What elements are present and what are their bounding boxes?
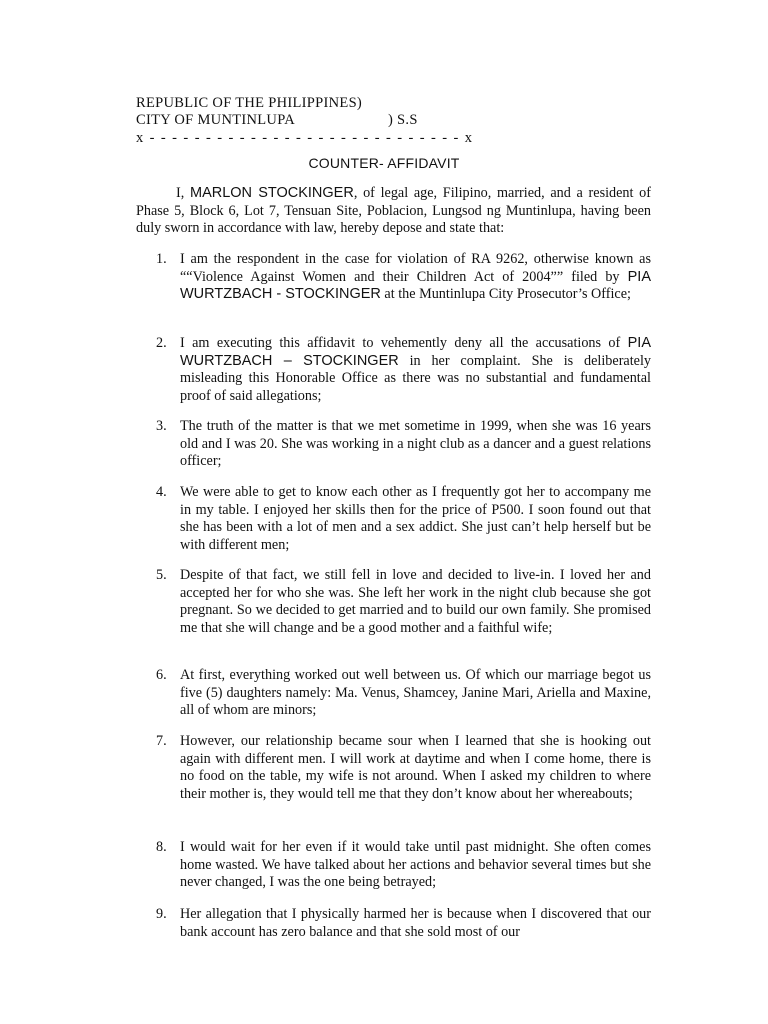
list-item-8 [156, 839, 651, 892]
item-text: However, our relationship became sour when I learned that she is hooking out again with different men. I will work at daytime and when I come home, there is no food on the table, my wife is not around. When I asked my children to where their mother is, they would tell me that they don’t know about her whereabouts; [180, 733, 651, 802]
affiant-name: MARLON STOCKINGER [189, 185, 354, 201]
list-item-9 [156, 906, 651, 941]
list-item-6 [156, 667, 651, 720]
list-item-7 [156, 733, 651, 803]
complainant-name: PIA WURTZBACH – STOCKINGER [180, 335, 651, 369]
item-text: The truth of the matter is that we met sometime in 1999, when she was 16 years old and I was 20. She was working in a night club as a dancer and a guest relations officer; [180, 418, 651, 469]
list-item-4 [156, 484, 651, 554]
item-text-pre: I am the respondent in the case for violation of RA 9262, otherwise known as ““Violence Against Women and their Children Act of 2004”” filed by [180, 251, 651, 285]
item-number: 6. [156, 667, 167, 683]
item-number: 2. [156, 335, 167, 351]
complainant-name: PIA WURTZBACH - STOCKINGER [180, 268, 651, 302]
list-item-2 [156, 335, 651, 405]
item-text-post: in her complaint. She is deliberately misleading this Honorable Office as there was no substantial and fundamental proof of said allegations; [180, 352, 651, 404]
item-number: 4. [156, 484, 167, 500]
item-number: 9. [156, 906, 167, 922]
caption-city-text: CITY OF MUNTINLUPA [136, 112, 296, 128]
caption-ss: ) S.S [388, 112, 418, 128]
intro-post: , of legal age, Filipino, married, and a resident of Phase 5, Block 6, Lot 7, Tensuan Site, Poblacion, Lungsod ng Muntinlupa, having been duly sworn in accordance with law, hereby depose and state that: [136, 185, 651, 236]
item-number: 1. [156, 251, 167, 267]
item-number: 5. [156, 567, 167, 583]
item-number: 7. [156, 733, 167, 749]
item-text: I would wait for her even if it would take until past midnight. She often comes home wasted. We have talked about her actions and behavior several times but she never changed, I was the one being betrayed; [180, 839, 651, 890]
item-number: 3. [156, 418, 167, 434]
document-title: COUNTER- AFFIDAVIT [308, 155, 460, 171]
list-item-3 [156, 418, 651, 471]
item-text: At first, everything worked out well between us. Of which our marriage begot us five (5) daughters namely: Ma. Venus, Shamcey, Janine Mari, Ariella and Maxine, all of whom are minors; [180, 667, 651, 718]
item-text: Her allegation that I physically harmed her is because when I discovered that our bank account has zero balance and that she sold most of our [180, 906, 651, 940]
item-number: 8. [156, 839, 167, 855]
caption-line-city [136, 112, 418, 129]
list-item-5 [156, 567, 651, 637]
item-text: We were able to get to know each other as I frequently got her to accompany me in my table. I enjoyed her skills then for the price of P500. I soon found out that she has been with a lot of men and a sex addict. She just can’t help herself but be with different men; [180, 484, 651, 553]
caption-divider: x - - - - - - - - - - - - - - - - - - - - - - - - - - - - x [136, 130, 474, 146]
intro-paragraph [136, 185, 651, 238]
item-text: Despite of that fact, we still fell in love and decided to live-in. I loved her and accepted her for who she was. She left her work in the night club because she got pregnant. So we decided to get married and to build our own family. She promised me that she will change and be a good mother and a faithful wife; [180, 567, 651, 636]
intro-pre: I, [176, 185, 190, 201]
item-text-pre: I am executing this affidavit to vehemently deny all the accusations of [180, 335, 628, 351]
item-text-post: at the Muntinlupa City Prosecutor’s Office; [380, 286, 631, 302]
list-item-1 [156, 251, 651, 304]
caption-line-republic: REPUBLIC OF THE PHILIPPINES) [136, 95, 363, 111]
